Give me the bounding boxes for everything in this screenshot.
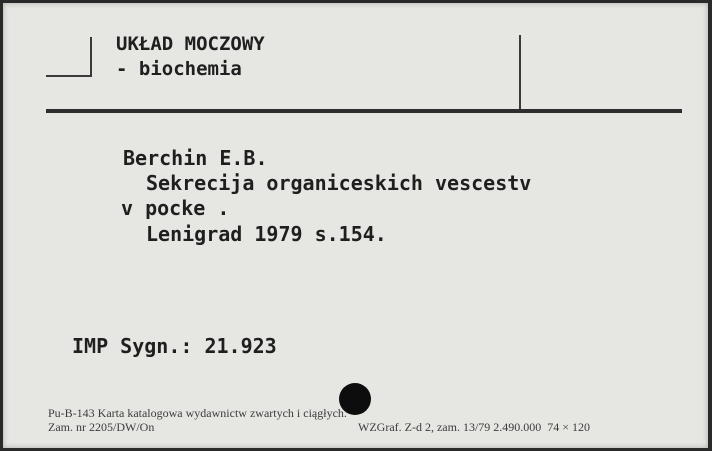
entry-publication: Lenigrad 1979 s.154. [146, 222, 387, 246]
footer-line2-right: WZGraf. Z-d 2, zam. 13/79 2.490.000 74 × 120 [358, 420, 591, 434]
right-vertical-rule [519, 35, 521, 111]
left-stub-line [46, 75, 90, 77]
call-number: IMP Sygn.: 21.923 [72, 334, 277, 358]
entry-title-line1: Sekrecija organiceskich vescestv [146, 171, 532, 195]
entry-title-line2: v pocke . [121, 196, 230, 220]
subject-subheading: - biochemia [116, 58, 242, 80]
header-horizontal-rule [46, 109, 682, 113]
subject-heading: UKŁAD MOCZOWY [116, 33, 265, 55]
catalog-card [3, 3, 708, 448]
left-vertical-rule [90, 37, 92, 77]
footer-line1: Pu-B-143 Karta katalogowa wydawnictw zwartych i ciągłych. [48, 406, 347, 420]
entry-author: Berchin E.B. [123, 146, 268, 170]
footer-line2-left: Zam. nr 2205/DW/On [48, 420, 155, 434]
